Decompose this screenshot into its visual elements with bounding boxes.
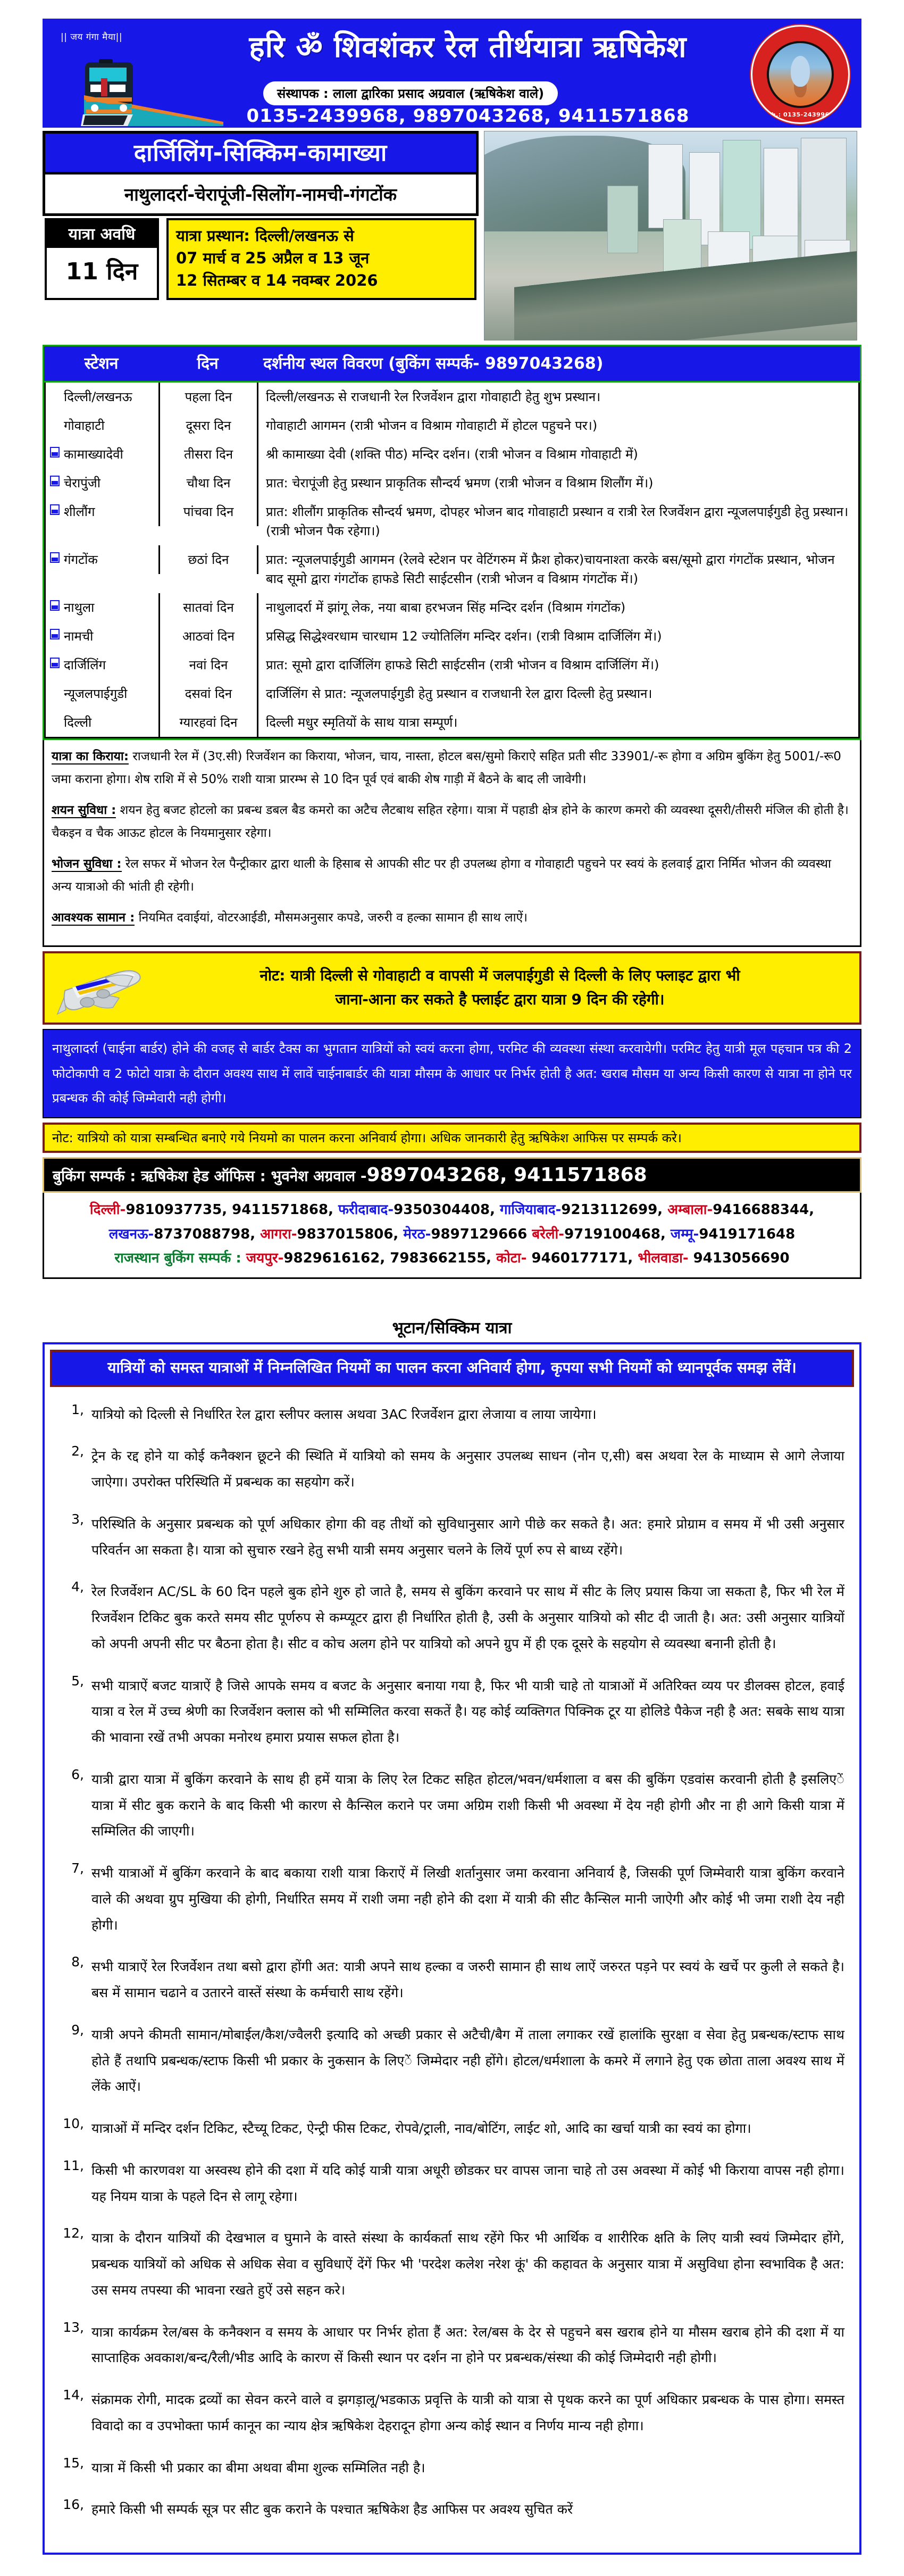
contact-city-label: राजस्थान बुकिंग सम्पर्क : [114, 1250, 246, 1267]
contact-phone-number: 9829616162, 7983662155, [283, 1250, 497, 1267]
flight-note-box [43, 951, 861, 1025]
itinerary-header-row [44, 346, 860, 381]
tour-poster [43, 19, 861, 1338]
rule-number: 6, [71, 1766, 84, 1782]
contact-line [52, 1198, 852, 1223]
rule-text: संक्रामक रोगी, मादक द्रव्यों का सेवन करने वाले व झगड़ालू/भडकाऊ प्रवृत्ति के यात्री को यात्रा से पृथक करने का पूर्ण अधिकार प्रबन्धक के पास होगा। समस्त विवादो का व उपभोक्ता फार्म कानून का न्याय क्षेत्र ऋषिकेश देहरादून होगा अन्य कोई स्थान व निर्णय मान्य नही होगा। [91, 2392, 844, 2433]
contact-city-label: कोटा- [496, 1250, 532, 1267]
rule-text: यात्राओं में मन्दिर दर्शन टिकिट, स्टैच्यू टिकट, ऐन्ट्री फीस टिकट, रोपवे/ट्राली, नाव/बोटिंग, लाईट शो, आदि का खर्चा यात्री का स्वयं का होगा। [91, 2121, 751, 2137]
contact-phone-number: 9416688344, [713, 1202, 815, 1218]
table-row [44, 679, 860, 708]
rule-text: सभी यात्राऐं बजट यात्राऐं है जिसे आपके समय व बजट के अनुसार बनाया गया है, फिर भी यात्री चाहे तो यात्राओं में अतिरिक्त व्यय पर डीलक्स होटल, हवाई यात्रा व रेल में उच्च श्रेणी का रिजर्वेशन क्लास को भी सम्मिलित करवा सकतें है। यह कोई व्यक्तिगत पिक्निक टूर या होलिडे पैकेज नही है अत: सबके साथ यात्रा की भावाना रखें तभी अपका मनोरथ हमारा प्रयास सफल होता है। [91, 1677, 844, 1746]
itinerary-day: दूसरा दिन [160, 411, 258, 440]
itinerary-table [43, 345, 861, 740]
table-row [44, 497, 860, 545]
itinerary-station: कामाख्यादेवी [46, 440, 160, 469]
contact-phone-number: 9897129666 [431, 1226, 532, 1242]
rule-text: सभी यात्राओं में बुकिंग करवाने के बाद बकाया राशी यात्रा किराऐं में लिखी शर्तानुसार जमा करवाना अनिवार्य है, जिसकी पूर्ण जिम्मेवारी यात्रा बुकिंग करवाने वाले की अथवा ग्रुप मुखिया की होगी, निर्धारित समय में राशी जमा नही होने की दशा में यात्री की सीट कैन्सिल मानी जाऐगी और कोई भी जमा राशी देय नही होगी। [91, 1865, 844, 1933]
food-label: भोजन सुविधा : [52, 857, 122, 871]
rule-item [54, 1860, 844, 1938]
departure-label: यात्रा प्रस्थान: दिल्ली/लखनऊ से [176, 227, 354, 245]
rule-item [54, 1402, 844, 1428]
contact-city-label: दिल्ली- [89, 1202, 126, 1218]
itinerary-description: गोवाहाटी आगमन (रात्री भोजन व विश्राम गोवाहाटी में होटल पहुचने पर।) [266, 418, 598, 433]
rule-number: 11, [63, 2157, 84, 2173]
contact-city-label: बरेली- [532, 1226, 565, 1242]
brochure-page [0, 19, 904, 2555]
itinerary-day: नवां दिन [160, 651, 258, 679]
rule-text: परिस्थिति के अनुसार प्रबन्धक को पूर्ण अधिकार होगा की वह तीथों को सुविधानुसार आगे पीछे कर सकते है। अत: हमारे प्रोग्राम व समय में भी उसी अनुसार परिवर्तन आ सकता है। यात्रा को सुचारु रखने हेतु सभी यात्री समय अनुसार चलने के लियें पूर्ण रुप से बाध्य रहेंगे। [91, 1516, 844, 1558]
column-header-description: दर्शनीय स्थल विवरण (बुकिंग सम्पर्क- 9897043268) [263, 354, 604, 373]
itinerary-body [44, 381, 860, 738]
booking-bar-phones: 9897043268, 9411571868 [366, 1164, 647, 1186]
rule-item [54, 2497, 844, 2523]
train-engine-icon [48, 46, 223, 126]
rule-text: रेल रिजर्वेशन AC/SL के 60 दिन पहले बुक होने शुरु हो जाते है, समय से बुकिंग करवाने पर साथ में सीट के लिए प्रयास किया जा सकता है, फिर भी रेल में रिजर्वेशन टिकिट बुक करते समय सीट पूर्णरुप से कम्प्यूटर द्वारा ही निर्धारित होती है, उसी के अनुसार यात्रियो को सीट दी जाती है। अत: उसी अनुसार यात्रियों को अपनी अपनी सीट पर बैठना होता है। सीट व कोच अलग होने पर यात्रियो को अपने ग्रुप में ही एक दूसरे के सहयोग से व्यवस्था बनानी होती है। [91, 1584, 844, 1651]
table-row [44, 651, 860, 679]
checkbox-bullet-icon [50, 629, 60, 639]
table-row [44, 440, 860, 469]
itinerary-station: गंगटोंक [46, 545, 160, 574]
rule-number: 4, [71, 1579, 84, 1595]
brand-title: हरि ॐ शिवशंकर रेल तीर्थयात्रा ऋषिकेश [249, 30, 687, 64]
contact-phone-number: 9810937735, 9411571868, [125, 1202, 339, 1218]
rule-number: 12, [63, 2225, 84, 2241]
itinerary-day: छठां दिन [160, 545, 258, 574]
rule-text: यात्रा कार्यक्रम रेल/बस के कनैक्शन व समय के आधार पर निर्भर होता हैं अत: रेल/बस के देर से पहुचने बस खराब होने या मौसम खराब होने की दशा में या साप्ताहिक अवकाश/बन्द/रैली/भीड आदि के कारण सें किसी स्थान पर दर्शन ना होने पर प्रबन्धक/संस्था की कोई जिम्मेदारी नही होगी। [91, 2324, 844, 2366]
duration-value: 11 दिन [65, 258, 138, 285]
contact-phone-number: 9419171648 [699, 1226, 796, 1242]
duration-box [45, 218, 159, 300]
city-contacts-box [43, 1193, 861, 1279]
table-row [44, 383, 860, 411]
rules-list [50, 1402, 854, 2523]
table-row [44, 708, 860, 738]
itinerary-description: दिल्ली/लखनऊ से राजधानी रेल रिजर्वेशन द्वारा गोवाहाटी हेतु शुभ प्रस्थान। [266, 389, 601, 404]
contact-phone-number: 9460177171, [531, 1250, 638, 1267]
contact-city-label: मेरठ- [403, 1226, 431, 1242]
founder-label: संस्थापक : लाला द्वारिका प्रसाद अग्रवाल (ऋषिकेश वाले) [263, 81, 558, 105]
itinerary-station: चेरापुंजी [46, 469, 160, 497]
rules-poster [43, 1342, 861, 2555]
seal-phone-text: Ph.: 0135-2439968 [767, 111, 834, 118]
contact-phone-number: 9213112699, [561, 1202, 668, 1218]
itinerary-description: श्री कामाख्या देवी (शक्ति पीठ) मन्दिर दर्शन। (रात्री भोजन व विश्राम गोवाहाटी में) [266, 447, 638, 462]
gangtok-photo [484, 131, 857, 340]
column-header-day: दिन [197, 354, 219, 373]
airplane-icon [54, 959, 150, 1017]
rule-item [54, 1673, 844, 1751]
rule-number: 15, [63, 2455, 84, 2471]
rule-item [54, 2387, 844, 2439]
rule-item [54, 2158, 844, 2210]
compliance-note: नोट: यात्रियो को यात्रा सम्बन्धित बनाऐ गये नियमो का पालन करना अनिवार्य होगा। अधिक जानकारी हेतु ऋषिकेश आफिस पर सम्पर्क करे। [43, 1123, 861, 1153]
rule-item [54, 2022, 844, 2100]
rule-item [54, 2455, 844, 2481]
table-row [44, 469, 860, 497]
rule-number: 9, [71, 2022, 84, 2038]
rule-text: ट्रेन के रद्द होने या कोई कनैक्शन छूटने की स्थिति में यात्रियो को समय के अनुसार उपलब्ध साधन (नोन ए,सी) बस अथवा रेल के माध्याम से आगे लेजाया जाऐगा। उपरोक्त परिस्थिति में प्रबन्धक का सहयोग करें। [91, 1448, 844, 1490]
itinerary-description: प्रात: न्यूजलपाईगुडी आगमन (रेलवे स्टेशन पर वेटिंगरुम में फ्रैश होकर)चायनाश्ता करके बस/सूमो द्वारा गंगटोंक प्रस्थान, भोजन बाद सूमो द्वारा गंगटोंक हाफडे सिटी साईटसीन (रात्री भोजन व विश्राम गंगटोंक में।) [266, 552, 835, 586]
contact-phone-number: 9719100468, [564, 1226, 671, 1242]
contact-city-label: लखनऊ- [108, 1226, 154, 1242]
itinerary-station: नामची [46, 622, 160, 651]
itinerary-description: प्रसिद्ध सिद्धेश्वरधाम चारधाम 12 ज्योतिलिंग मन्दिर दर्शन। (रात्री विश्राम दार्जिलिंग में।) [266, 629, 662, 644]
itinerary-description: प्रात: शीलौंग प्राकृतिक सौन्दर्य भ्रमण, दोपहर भोजन बाद गोवाहाटी प्रस्थान व रात्री रेल रिजर्वेशन द्वारा न्यूजलपाईगुडी हेतु प्रस्थान। (रात्री भोजन पैक रहेगा।) [266, 504, 849, 538]
itinerary-description: दार्जिलिंग से प्रात: न्यूजलपाईगुडी हेतु प्रस्थान व राजधानी रेल द्वारा दिल्ली हेतु प्रस्थान। [266, 686, 652, 701]
stay-paragraph [52, 799, 852, 844]
rule-item [54, 2225, 844, 2303]
rule-item [54, 1767, 844, 1844]
contact-city-label: अम्बाला- [667, 1202, 713, 1218]
itinerary-description: प्रात: चेरापूंजी हेतु प्रस्थान प्राकृतिक सौन्दर्य भ्रमण (रात्री भोजन व विश्राम शिलौंग में।) [266, 476, 654, 491]
permit-note: नाथुलादर्रा (चाईना बार्डर) होने की वजह से बार्डर टैक्स का भुगतान यात्रियों को स्वयं करना होगा, परमिट की व्यवस्था संस्था करवायेगी। परमिट हेतु यात्री मूल पहचान पत्र की 2 फोटोकापी व 2 फोटो यात्रा के दौरान अवश्य साथ में लावें चाईनाबार्डर की यात्रा मौसम के आधार पर निर्भर होती है अत: खराब मौसम या अन्य किसी कारण से यात्रा ना होने पर प्रबन्धक की कोई जिम्मेवारी नही होगी। [43, 1029, 861, 1118]
stay-text: शयन हेतु बजट होटलो का प्रबन्ध डबल बैड कमरो का अटैच लैटबाथ सहित रहेगा। यात्रा में पहाडी क्षेत्र होने के कारण कमरो की व्यवस्था दूसरी/तीसरी मंजिल की होती है। चैकइन व चैक आऊट होटल के नियमानुसार रहेगा। [52, 803, 849, 840]
food-text: रेल सफर में भोजन रेल पैन्ट्रीकार द्वारा थाली के हिसाब से आपकी सीट पर ही उपलब्ध होगा व गोवाहाटी पहुचने पर स्वयं के हलवाई द्वारा निर्मित भोजन की व्यवस्था अन्य यात्राओ की भांती ही रहेगी। [52, 857, 831, 894]
contact-city-label: भीलवाडा- [638, 1250, 693, 1267]
itinerary-day: सातवां दिन [160, 593, 258, 622]
itinerary-day: तीसरा दिन [160, 440, 258, 469]
rule-text: यात्रियो को दिल्ली से निर्धारित रेल द्वारा स्लीपर क्लास अथवा 3AC रिजर्वेशन द्वारा लेजाया व लाया जायेगा। [91, 1406, 597, 1422]
checkbox-bullet-icon [50, 658, 60, 668]
booking-bar-label: बुकिंग सम्पर्क : ऋषिकेश हेड ऑफिस : भुवनेश अग्रवाल - [53, 1167, 367, 1185]
section-title: भूटान/सिक्किम यात्रा [392, 1318, 512, 1337]
contact-line [52, 1223, 852, 1247]
contact-phone-number: 8737088798, [154, 1226, 261, 1242]
itinerary-station: दिल्ली [46, 708, 160, 737]
rule-item [54, 1511, 844, 1564]
rule-number: 14, [63, 2387, 84, 2403]
rule-number: 16, [63, 2497, 84, 2513]
rule-item [54, 1579, 844, 1657]
checkbox-bullet-icon [50, 447, 60, 458]
fare-text: राजधानी रेल में (3ए.सी) रिजर्वेशन का किराया, भोजन, चाय, नास्ता, होटल बस/सुमो किराऐ सहित प्रती सीट 33901/-रू होगा व अग्रिम बुकिंग हेतु 5001/-रू0 जमा कराना होगा। शेष राशि में से 50% राशी यात्रा प्रारम्भ से 10 दिन पूर्व एवं बाकी शेष गाड़ी में बैठने के बाद ली जावेगी। [52, 750, 841, 786]
header-banner [43, 19, 861, 128]
header-phone-numbers: 0135-2439968, 9897043268, 9411571868 [246, 105, 690, 127]
checkbox-bullet-icon [50, 504, 60, 515]
rule-number: 1, [71, 1401, 84, 1417]
itinerary-station: दिल्ली/लखनऊ [46, 383, 160, 411]
food-paragraph [52, 853, 852, 898]
contact-city-label: जम्मू- [670, 1226, 699, 1242]
contact-city-label: फरीदाबाद- [338, 1202, 394, 1218]
contact-city-label: आगरा- [260, 1226, 297, 1242]
rule-text: यात्रा में किसी भी प्रकार का बीमा अथवा बीमा शुल्क सम्मिलित नही है। [91, 2459, 425, 2475]
itinerary-day: पांचवा दिन [160, 497, 258, 526]
tour-title: दार्जिलिंग-सिक्किम-कामाख्या [43, 131, 479, 174]
rule-number: 7, [71, 1860, 84, 1876]
items-text: नियमित दवाईयां, वोटरआईडी, मौसमअनुसार कपडे, जरुरी व हल्का सामान ही साथ लाऐं। [135, 911, 528, 925]
items-paragraph [52, 907, 852, 929]
contact-phone-number: 9413056690 [693, 1250, 790, 1267]
itinerary-station: गोवाहाटी [46, 411, 160, 440]
stay-label: शयन सुविधा : [52, 803, 116, 818]
rule-number: 5, [71, 1673, 84, 1689]
items-label: आवश्यक सामान : [52, 911, 135, 925]
rule-number: 8, [71, 1954, 84, 1970]
tour-subtitle: नाथुलादर्रा-चेरापूंजी-सिलोंग-नामची-गंगटोंक [43, 174, 479, 216]
rule-item [54, 2116, 844, 2142]
itinerary-description: दिल्ली मधुर स्मृतियों के साथ यात्रा सम्पूर्ण। [266, 715, 458, 730]
flight-note-line2: जाना-आना कर सकते है फ्लाईट द्वारा यात्रा 9 दिन की रहेगी। [335, 990, 665, 1008]
rule-item [54, 2320, 844, 2372]
rule-text: किसी भी कारणवश या अस्वस्थ होने की दशा में यदि कोई यात्री यात्रा अधूरी छोडकर घर वापस जाना चाहे तो उस अवस्था में कोई भी किराया वापस नही होगा। यह नियम यात्रा के पहले दिन से लागू रहेगा। [91, 2162, 844, 2204]
itinerary-description: नाथुलादर्रा में झांगू लेक, नया बाबा हरभजन सिंह मन्दिर दर्शन (विश्राम गंगटोंक) [266, 600, 626, 615]
fare-label: यात्रा का किराया: [52, 750, 129, 763]
checkbox-bullet-icon [50, 552, 60, 563]
info-section [43, 740, 861, 947]
itinerary-station: न्यूजलपाईगुडी [46, 679, 160, 708]
checkbox-bullet-icon [50, 476, 60, 486]
flight-note-line1: नोट: यात्री दिल्ली से गोवाहाटी व वापसी में जलपाईगुडी से दिल्ली के लिए फ्लाइट द्वारा भी [260, 967, 740, 985]
rule-text: यात्रा के दौरान यात्रियों की देखभाल व घुमाने के वास्ते संस्था के कार्यकर्ता साथ रहेंगे फिर भी आर्थिक व शारीरिक क्षति के लिए यात्री स्वयं जिम्मेदार होंगे, प्रबन्धक यात्रियों को अधिक से अधिक सेवा व सुविधाऐं देंगें फिर भी 'परदेश कलेश नरेश कूं' की कहावत के अनुसार यात्रा में असुविधा होना स्वभाविक है अत: उस समय तपस्या की भावना रखते हुऐं उसे सहन करे। [91, 2230, 844, 2298]
rule-text: यात्री द्वारा यात्रा में बुकिंग करवाने के साथ ही हमें यात्रा के लिए रेल टिकट सहित होटल/भवन/धर्मशाला व बस की बुकिंग एडवांस करवानी होती है इसलिएें यात्रा में सीट बुक कराने के बाद किसी भी कारण से कैन्सिल कराने पर जमा अग्रिम राशी किसी भी अवस्था में देय नही होगी और ना ही आगे किसी यात्रा में सम्मिलित की जाएगी। [91, 1771, 844, 1839]
itinerary-station: दार्जिलिंग [46, 651, 160, 679]
rule-number: 13, [63, 2319, 84, 2335]
rule-number: 2, [71, 1443, 84, 1459]
contact-phone-number: 9350304408, [394, 1202, 500, 1218]
itinerary-day: पहला दिन [160, 383, 258, 411]
departure-dates-1: 07 मार्च व 25 अप्रैल व 13 जून [176, 249, 370, 268]
contact-city-label: गाजियाबाद- [500, 1202, 562, 1218]
rules-heading: यात्रियों को समस्त यात्राओं में निम्नलिखित नियमों का पालन करना अनिवार्य होगा, कृपया सभी नियमों को ध्यानपूर्वक समझ लेंवें। [50, 1350, 854, 1387]
slogan-text: || जय गंगा मैया|| [61, 32, 123, 43]
rule-text: हमारे किसी भी सम्पर्क सूत्र पर सीट बुक कराने के पश्चात ऋषिकेश हैड आफिस पर अवश्य सुचित करें [91, 2502, 573, 2517]
itinerary-station: शीलौंग [46, 497, 160, 526]
rule-text: सभी यात्राऐं रेल रिजर्वेशन तथा बसो द्वारा होंगी अत: यात्री अपने साथ हल्का व जरुरी सामान ही साथ लाऐं जरुरत पड़ने पर स्वयं के खर्चे पर कुली ले सकते है। बस में सामान चढाने व उतारने वास्तें संस्था के कर्मचारी साथ रहेंगे। [91, 1959, 844, 2001]
itinerary-description: प्रात: सूमो द्वारा दार्जिलिंग हाफडे सिटी साईटसीन (रात्री भोजन व विश्राम दार्जिलिंग में।) [266, 658, 659, 672]
itinerary-station: नाथुला [46, 593, 160, 622]
departure-box [166, 218, 476, 300]
itinerary-day: दसवां दिन [160, 679, 258, 708]
tour-title-row [43, 131, 861, 340]
rule-item [54, 1443, 844, 1495]
shiva-seal-icon [751, 25, 850, 124]
rule-item [54, 1954, 844, 2006]
itinerary-day: चौथा दिन [160, 469, 258, 497]
rule-text: यात्री अपने कीमती सामान/मोबाईल/कैश/ज्वैलरी इत्यादि को अच्छी प्रकार से अटैची/बैग में ताला लगाकर रखें हालांकि सुरक्षा व सेवा हेतु प्रबन्धक/स्टाफ साथ होते हैं तथापि प्रबन्धक/स्टाफ किसी भी प्रकार के नुकसान के लिएें जिम्मेदार नही होंगे। होटल/धर्मशाला के कमरे में लगाने हेतु एक छोता ताला अवश्य साथ में लेंके आऐं। [91, 2026, 844, 2095]
fare-paragraph [52, 745, 852, 791]
contact-city-label: जयपुर- [246, 1250, 284, 1267]
itinerary-day: ग्यारहवां दिन [160, 708, 258, 737]
table-row [44, 593, 860, 622]
contact-phone-number: 9837015806, [297, 1226, 404, 1242]
contact-line [52, 1247, 852, 1271]
booking-contact-bar [43, 1157, 861, 1193]
table-row [44, 622, 860, 651]
column-header-station: स्टेशन [84, 354, 119, 373]
checkbox-bullet-icon [50, 600, 60, 611]
table-row [44, 545, 860, 593]
itinerary-day: आठवां दिन [160, 622, 258, 651]
rule-number: 10, [63, 2116, 84, 2132]
rule-number: 3, [71, 1511, 84, 1527]
table-row [44, 411, 860, 440]
flight-note-text [150, 964, 850, 1012]
duration-label: यात्रा अवधि [47, 220, 157, 248]
departure-dates-2: 12 सितम्बर व 14 नवम्बर 2026 [176, 271, 378, 290]
